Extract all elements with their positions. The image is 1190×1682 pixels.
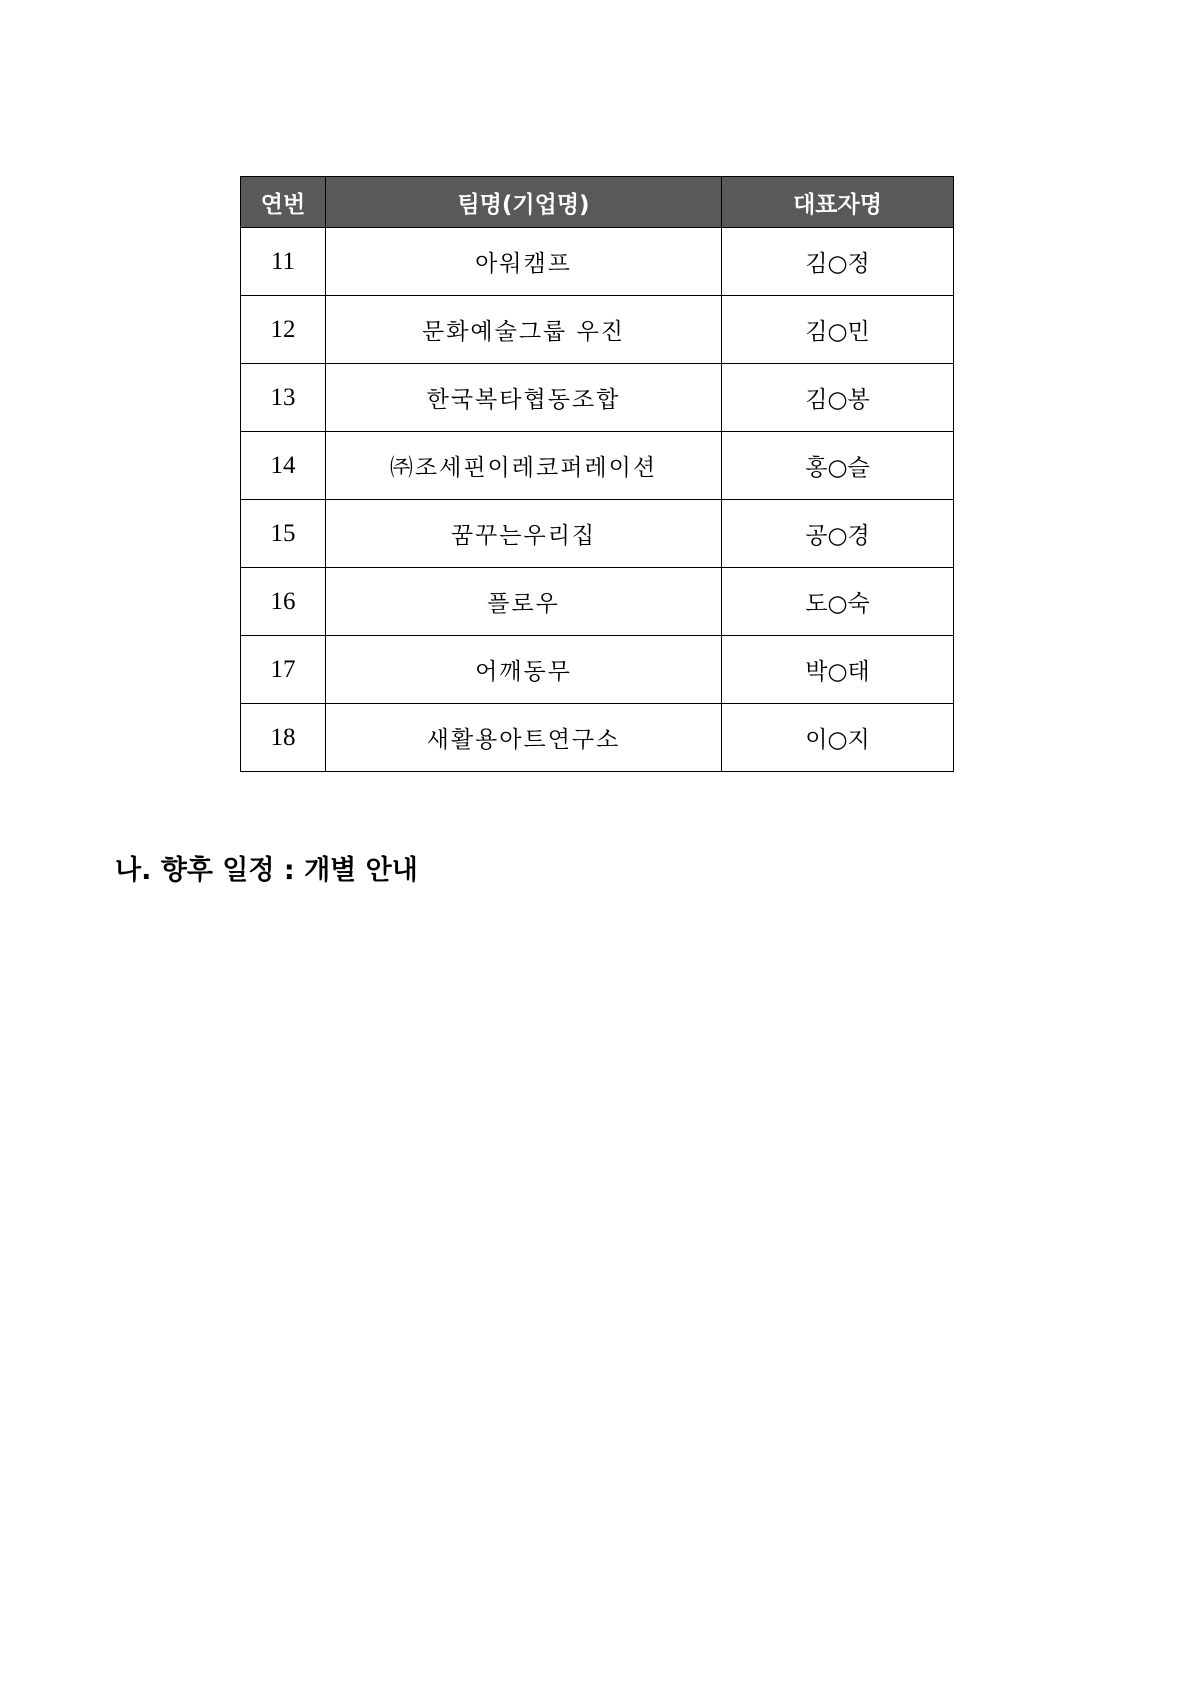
row-team-name: 새활용아트연구소 bbox=[326, 704, 722, 772]
table-row bbox=[241, 500, 954, 568]
table-row bbox=[241, 704, 954, 772]
row-representative: 이○지 bbox=[722, 704, 954, 772]
header-representative: 대표자명 bbox=[722, 177, 954, 228]
section-heading: 나. 향후 일정 : 개별 안내 bbox=[115, 855, 418, 886]
row-number: 16 bbox=[241, 568, 326, 636]
row-number: 11 bbox=[241, 228, 326, 296]
row-representative: 김○정 bbox=[722, 228, 954, 296]
header-number: 연번 bbox=[241, 177, 326, 228]
row-representative: 박○태 bbox=[722, 636, 954, 704]
table-row bbox=[241, 228, 954, 296]
table-row bbox=[241, 636, 954, 704]
row-team-name: 꿈꾸는우리집 bbox=[326, 500, 722, 568]
row-number: 13 bbox=[241, 364, 326, 432]
row-number: 17 bbox=[241, 636, 326, 704]
row-team-name: 어깨동무 bbox=[326, 636, 722, 704]
table-row bbox=[241, 432, 954, 500]
table-row bbox=[241, 296, 954, 364]
table-row bbox=[241, 568, 954, 636]
row-team-name: 아워캠프 bbox=[326, 228, 722, 296]
table-header-row bbox=[241, 177, 954, 228]
table-row bbox=[241, 364, 954, 432]
row-team-name: ㈜조세핀이레코퍼레이션 bbox=[326, 432, 722, 500]
team-list-table bbox=[240, 176, 954, 772]
row-number: 15 bbox=[241, 500, 326, 568]
header-team-name: 팀명(기업명) bbox=[326, 177, 722, 228]
row-number: 14 bbox=[241, 432, 326, 500]
row-team-name: 한국복타협동조합 bbox=[326, 364, 722, 432]
row-representative: 도○숙 bbox=[722, 568, 954, 636]
row-number: 18 bbox=[241, 704, 326, 772]
row-representative: 김○민 bbox=[722, 296, 954, 364]
row-representative: 홍○슬 bbox=[722, 432, 954, 500]
row-team-name: 플로우 bbox=[326, 568, 722, 636]
row-representative: 공○경 bbox=[722, 500, 954, 568]
row-team-name: 문화예술그룹 우진 bbox=[326, 296, 722, 364]
row-representative: 김○봉 bbox=[722, 364, 954, 432]
row-number: 12 bbox=[241, 296, 326, 364]
